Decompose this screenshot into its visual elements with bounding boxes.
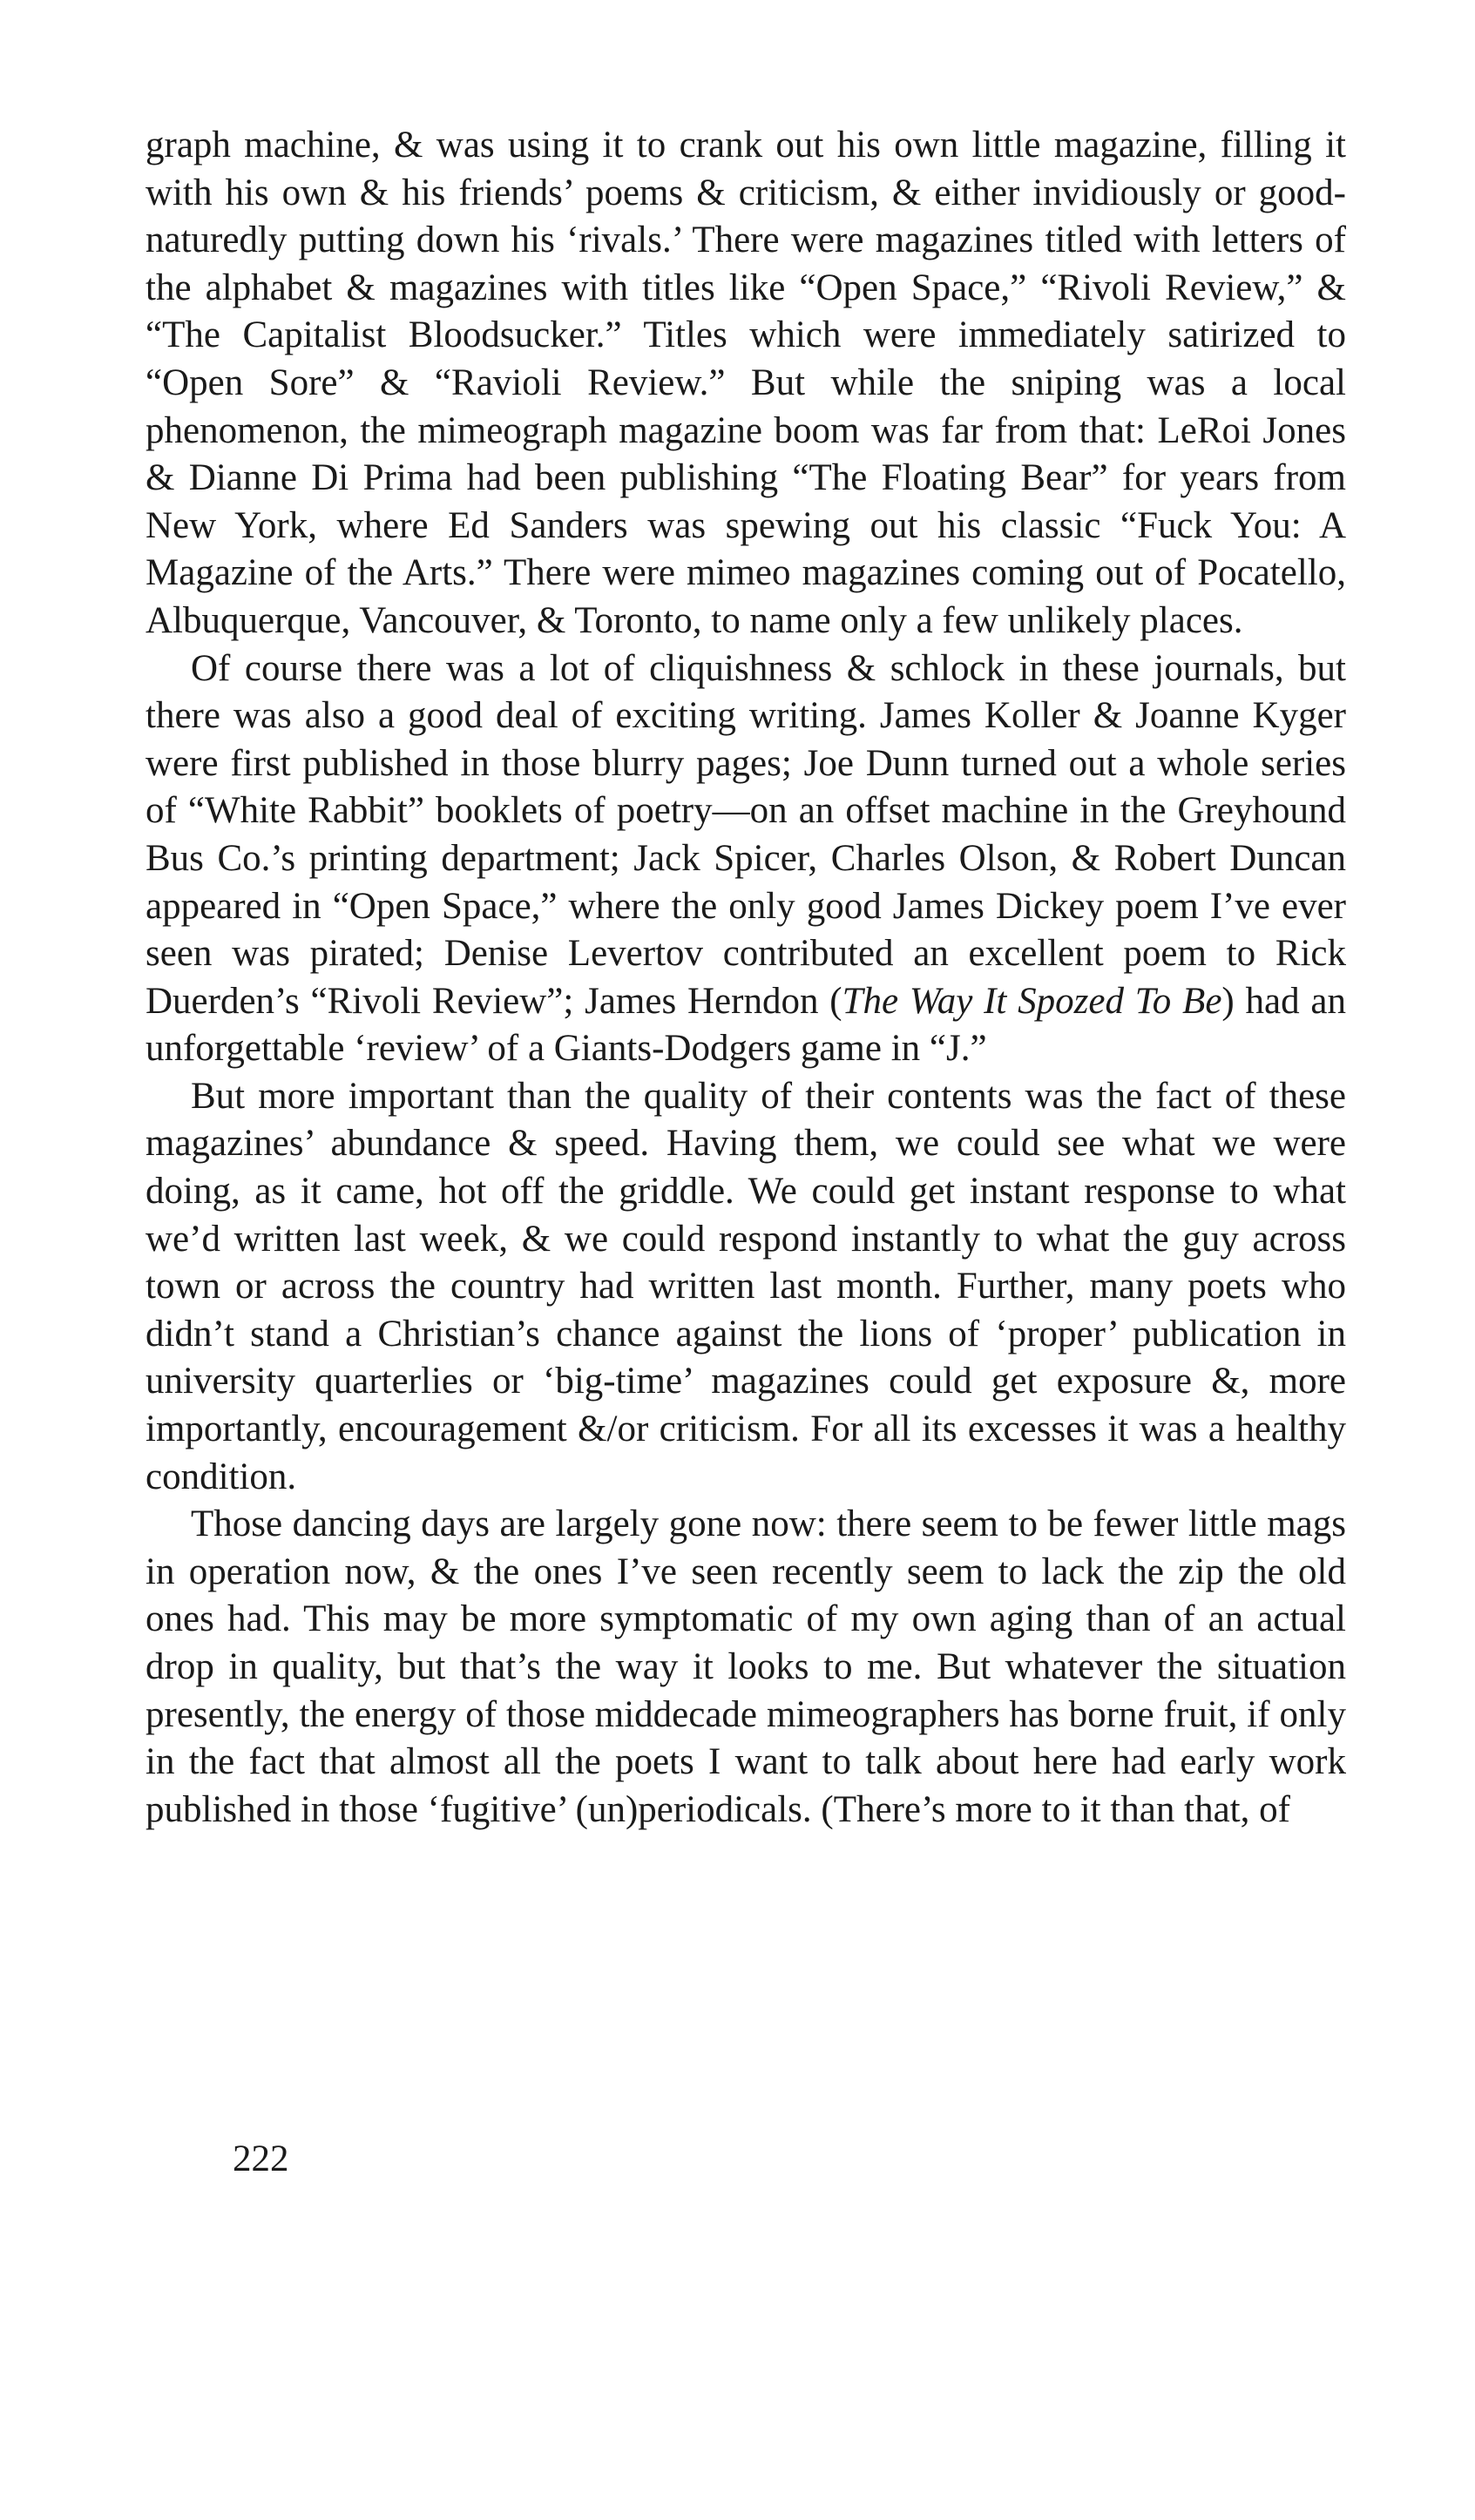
page-body <box>145 122 1346 1834</box>
text-run: But more important than the quality of their contents was the fact of these magazines’ abundance & speed. Having them, we could see what we were doing, as it came, hot off the griddle. We could get instant response to what we’d written last week, & we could respond instantly to what the guy across town or across the country had written last month. Further, many poets who didn’t stand a Christian’s chance against the lions of ‘proper’ publication in university quarterlies or ‘big-time’ magazines could get exposure &, more importantly, encouragement &/or criticism. For all its excesses it was a healthy condition. <box>145 1075 1346 1497</box>
text-run: ) had an unforgettable ‘review’ of a Giants-Dodgers game in “J.” <box>145 980 1346 1070</box>
text-run: Those dancing days are largely gone now: there seem to be fewer little mags in operation now, & the ones I’ve seen recently seem to lack the zip the old ones had. This may be more symptomatic of my own aging than of an actual drop in quality, but that’s the way it looks to me. But whatever the situation presently, the energy of those middecade mimeographers has borne fruit, if only in the fact that almost all the poets I want to talk about here had early work published in those ‘fugitive’ (un)periodicals. (There’s more to it than that, of <box>145 1503 1346 1830</box>
paragraph <box>145 122 1346 645</box>
page-number: 222 <box>233 2138 289 2179</box>
paragraph <box>145 645 1346 1073</box>
paragraph <box>145 1501 1346 1834</box>
paragraph <box>145 1073 1346 1501</box>
text-run: graph machine, & was using it to crank out his own little magazine, filling it with his own & his friends’ poems & criticism, & either invidiously or good-naturedly putting down his ‘rivals.’ There were magazines titled with letters of the alphabet & magazines with titles like “Open Space,” “Rivoli Review,” & “The Capitalist Bloodsucker.” Titles which were immediately satirized to “Open Sore” & “Ravioli Review.” But while the sniping was a local phenomenon, the mimeograph magazine boom was far from that: LeRoi Jones & Dianne Di Prima had been publishing “The Floating Bear” for years from New York, where Ed Sanders was spewing out his classic “Fuck You: A Magazine of the Arts.” There were mimeo magazines coming out of Pocatello, Albuquerque, Vancouver, & Toronto, to name only a few unlikely places. <box>145 125 1346 641</box>
text-run: Of course there was a lot of cliquishness & schlock in these journals, but there was also a good deal of exciting writing. James Koller & Joanne Kyger were first published in those blurry pages; Joe Dunn turned out a whole series of “White Rabbit” booklets of poetry—on an offset machine in the Greyhound Bus Co.’s printing department; Jack Spicer, Charles Olson, & Robert Duncan appeared in “Open Space,” where the only good James Dickey poem I’ve ever seen was pirated; Denise Levertov contributed an excellent poem to Rick Duerden’s “Rivoli Review”; James Herndon ( <box>145 647 1346 1022</box>
italic-title: The Way It Spozed To Be <box>842 980 1222 1022</box>
